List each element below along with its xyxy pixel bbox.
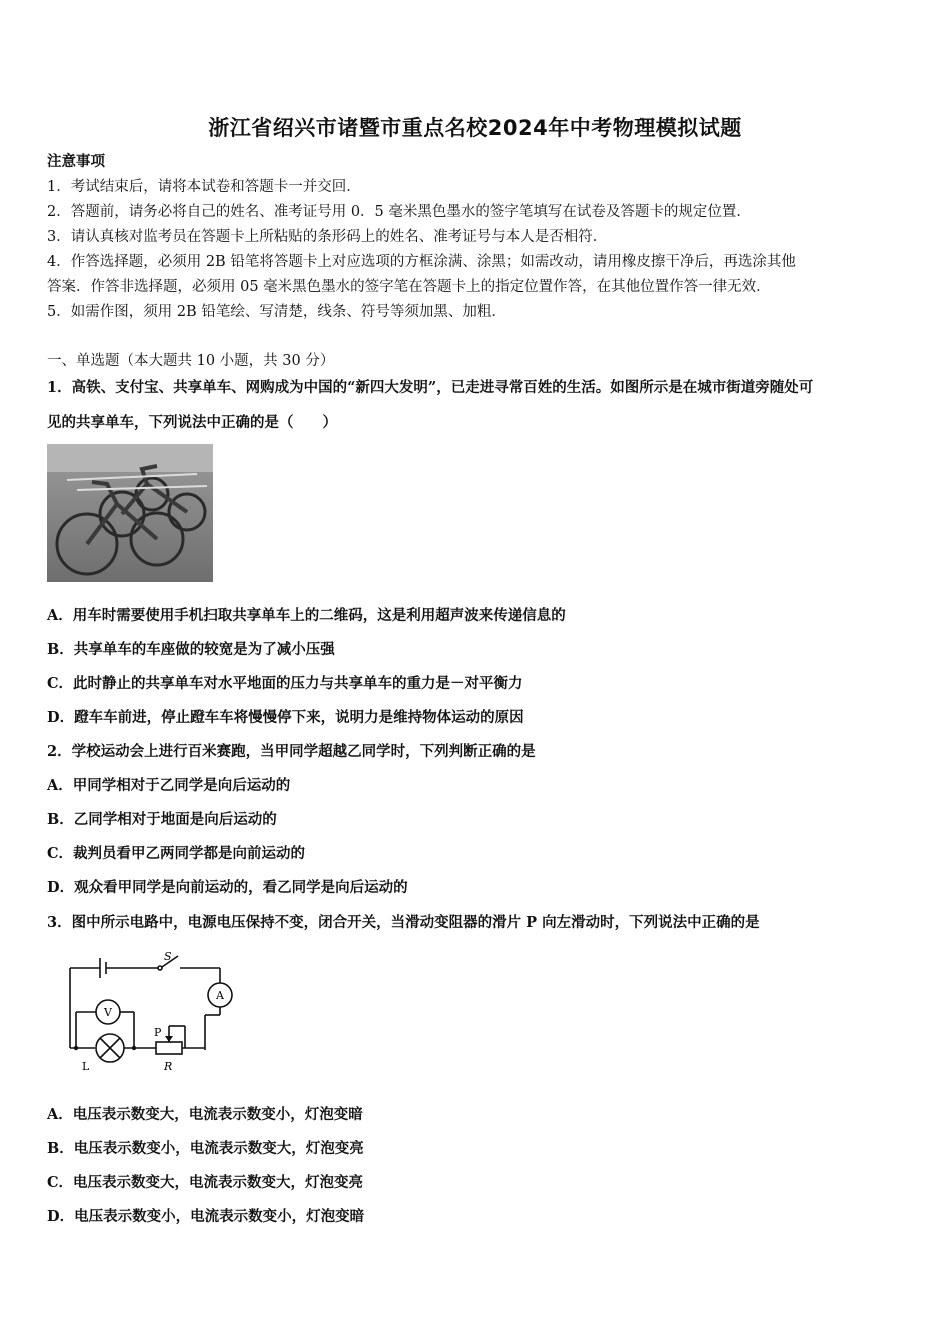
question-2-option-d: D．观众看甲同学是向前运动的，看乙同学是向后运动的 xyxy=(47,879,408,896)
question-2-option-a: A．甲同学相对于乙同学是向后运动的 xyxy=(47,777,291,794)
question-3-option-c: C．电压表示数变大，电流表示数变大，灯泡变亮 xyxy=(47,1174,364,1191)
ammeter-label: A xyxy=(216,989,224,1002)
switch-label: S xyxy=(164,950,172,963)
question-2-stem: 2．学校运动会上进行百米赛跑，当甲同学超越乙同学时，下列判断正确的是 xyxy=(47,743,536,760)
question-1-option-b: B．共享单车的车座做的较宽是为了减小压强 xyxy=(47,641,335,658)
notice-line: 5．如需作图，须用 2B 铅笔绘、写清楚，线条、符号等须加黑、加粗． xyxy=(47,304,506,320)
question-3-stem: 3．图中所示电路中，电源电压保持不变，闭合开关，当滑动变阻器的滑片 P 向左滑动时，下列说法中正确的是 xyxy=(47,914,760,931)
question-1-stem: 1．高铁、支付宝、共享单车、网购成为中国的“新四大发明”，已走进寻常百姓的生活。如图所示是在城市街道旁随处可 xyxy=(47,379,814,396)
notice-line: 1．考试结束后，请将本试卷和答题卡一并交回． xyxy=(47,179,361,195)
notice-line: 3．请认真核对监考员在答题卡上所粘贴的条形码上的姓名、准考证号与本人是否相符． xyxy=(47,229,608,245)
question-1-option-a: A．用车时需要使用手机扫取共享单车上的二维码，这是利用超声波来传递信息的 xyxy=(47,607,566,624)
slider-label: P xyxy=(154,1026,162,1039)
section-heading: 一、单选题（本大题共 10 小题，共 30 分） xyxy=(47,353,335,369)
notice-heading: 注意事项 xyxy=(47,153,105,170)
notice-line: 2．答题前，请务必将自己的姓名、准考证号用 0．5 毫米黑色墨水的签字笔填写在试卷及答题卡的规定位置． xyxy=(47,204,751,220)
resistor-label: R xyxy=(164,1060,173,1073)
question-1-option-c: C．此时静止的共享单车对水平地面的压力与共享单车的重力是－对平衡力 xyxy=(47,675,523,692)
notice-line: 4．作答选择题，必须用 2B 铅笔将答题卡上对应选项的方框涂满、涂黑；如需改动，请用橡皮擦干净后，再选涂其他 xyxy=(47,254,796,270)
shared-bicycle-photo xyxy=(47,444,213,582)
circuit-diagram xyxy=(60,950,250,1075)
question-3-option-b: B．电压表示数变小，电流表示数变大，灯泡变亮 xyxy=(47,1140,364,1157)
question-2-option-c: C．裁判员看甲乙两同学都是向前运动的 xyxy=(47,845,306,862)
question-1-stem: 见的共享单车，下列说法中正确的是（ ） xyxy=(47,414,337,431)
question-3-option-a: A．电压表示数变大，电流表示数变小，灯泡变暗 xyxy=(47,1106,363,1123)
question-2-option-b: B．乙同学相对于地面是向后运动的 xyxy=(47,811,277,828)
notice-line: 答案．作答非选择题，必须用 05 毫米黑色墨水的签字笔在答题卡上的指定位置作答，在其他位置作答一律无效． xyxy=(47,279,771,295)
lamp-label: L xyxy=(82,1060,90,1073)
question-1-option-d: D．蹬车车前进，停止蹬车车将慢慢停下来，说明力是维持物体运动的原因 xyxy=(47,709,524,726)
page-title: 浙江省绍兴市诸暨市重点名校2024年中考物理模拟试题 xyxy=(208,116,742,140)
question-3-option-d: D．电压表示数变小，电流表示数变小，灯泡变暗 xyxy=(47,1208,365,1225)
bicycle-image xyxy=(47,444,213,582)
voltmeter-label: V xyxy=(104,1006,112,1019)
